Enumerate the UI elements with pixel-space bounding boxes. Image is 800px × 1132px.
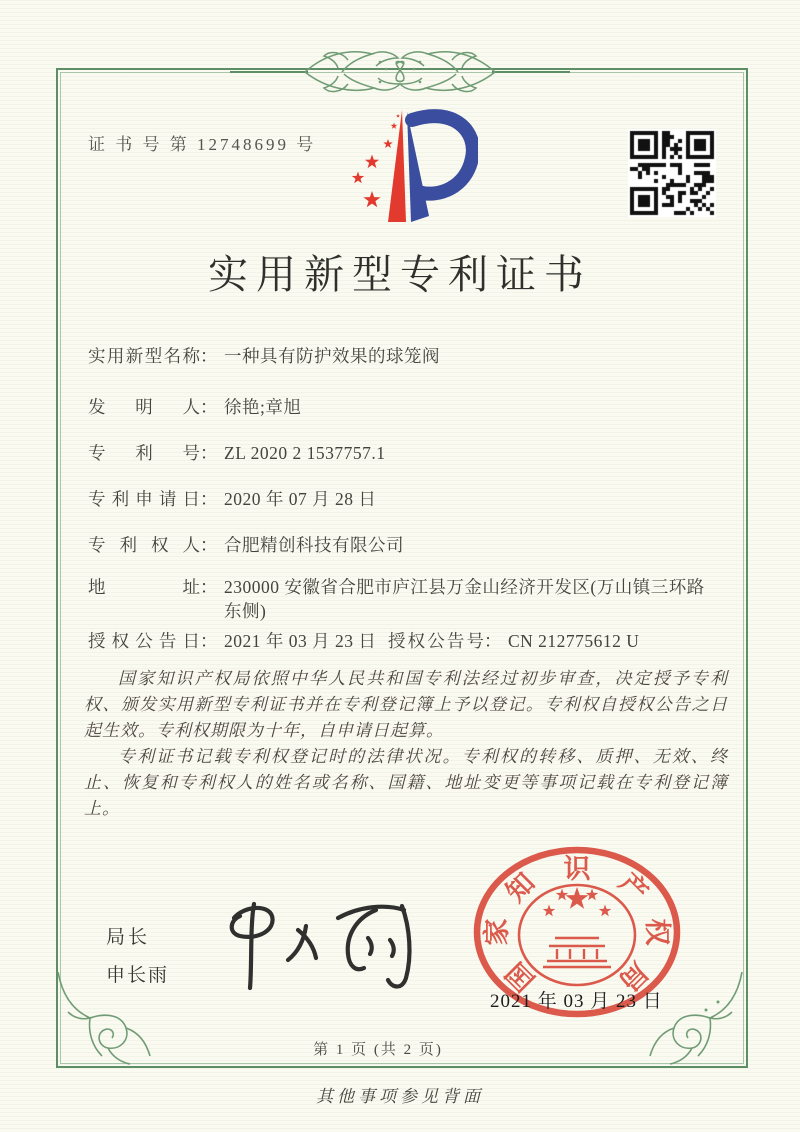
- field-value: 2021 年 03 月 23 日: [224, 631, 377, 651]
- legal-text-block: [84, 666, 728, 822]
- field-value: 合肥精创科技有限公司: [224, 535, 404, 555]
- legal-paragraph-2: 专利证书记载专利权登记时的法律状况。专利权的转移、质押、无效、终止、恢复和专利权人的姓名或名称、国籍、地址变更等事项记载在专利登记簿上。: [84, 747, 728, 818]
- reverse-side-note: 其他事项参见背面: [316, 1087, 484, 1106]
- field-colon: ：: [200, 346, 218, 366]
- signer-block: [106, 922, 169, 987]
- svg-text:识: 识: [563, 854, 591, 884]
- field-label: 专利权人: [88, 535, 200, 555]
- field-value: 2020 年 07 月 28 日: [224, 489, 377, 509]
- svg-text:知: 知: [500, 867, 541, 908]
- svg-text:家: 家: [482, 918, 512, 946]
- field-label: 发明人: [88, 397, 200, 417]
- field-value: 230000 安徽省合肥市庐江县万金山经济开发区(万山镇三环路东侧): [224, 577, 705, 621]
- page-number: 第 1 页 (共 2 页): [313, 1042, 443, 1058]
- field-value: 徐艳;章旭: [224, 397, 302, 417]
- field-colon: ：: [200, 443, 218, 463]
- field-value: 一种具有防护效果的球笼阀: [224, 346, 440, 366]
- field-colon: ：: [200, 535, 218, 555]
- cnipa-logo-icon: [336, 104, 478, 234]
- svg-text:国: 国: [500, 956, 541, 997]
- top-floral-ornament-icon: [230, 42, 570, 102]
- svg-text:局: 局: [613, 956, 654, 997]
- field-value: ZL 2020 2 1537757.1: [224, 443, 386, 463]
- svg-text:权: 权: [642, 918, 672, 946]
- qr-code: [628, 129, 716, 217]
- field-label: 地址: [88, 577, 200, 597]
- field-value: CN 212775612 U: [508, 631, 640, 651]
- field-label: 授权公告号: [388, 631, 484, 651]
- field-row-address: [88, 575, 706, 623]
- field-label: 专利号: [88, 443, 200, 463]
- field-row-patentee: [88, 533, 706, 557]
- field-label: 授权公告日: [88, 631, 200, 651]
- certificate-title: 实用新型专利证书: [208, 252, 592, 297]
- legal-paragraph-1: 国家知识产权局依照中华人民共和国专利法经过初步审查，决定授予专利权、颁发实用新型专利证书并在专利登记簿上予以登记。专利权自授权公告之日起生效。专利权期限为十年，自申请日起算。: [84, 669, 728, 740]
- certificate-number: 证 书 号 第 12748699 号: [88, 135, 317, 154]
- field-colon: ：: [200, 577, 218, 597]
- field-label: 实用新型名称: [88, 346, 200, 366]
- field-row-filing-date: [88, 487, 706, 511]
- field-row-inventor: [88, 395, 706, 419]
- field-row-patent-number: [88, 441, 706, 465]
- field-row-grant: [88, 629, 706, 653]
- field-colon: ：: [200, 489, 218, 509]
- field-label: 专利申请日: [88, 489, 200, 509]
- grant-number-pair: [388, 629, 639, 653]
- field-colon: ：: [484, 631, 502, 651]
- signer-title: 局长: [106, 927, 151, 948]
- field-row-patent-name: [88, 344, 706, 368]
- seal-date: 2021 年 03 月 23 日: [490, 991, 663, 1012]
- field-colon: ：: [200, 631, 218, 651]
- signer-name: 申长雨: [106, 965, 170, 986]
- signature-icon: [210, 896, 435, 996]
- field-colon: ：: [200, 397, 218, 417]
- svg-text:产: 产: [613, 867, 654, 908]
